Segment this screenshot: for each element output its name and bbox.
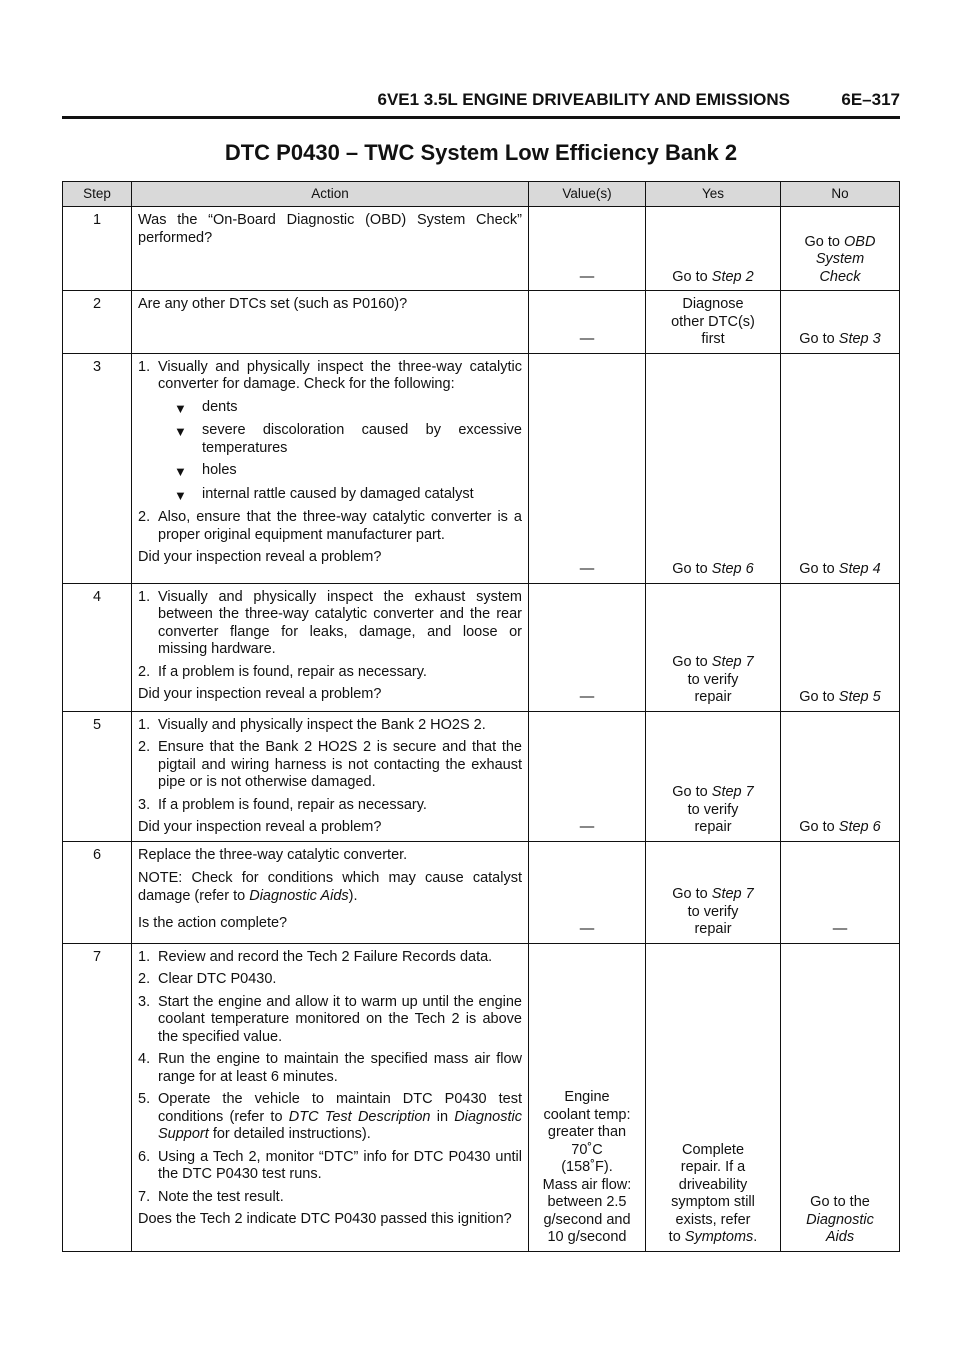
action-text [132, 841, 529, 943]
action-text [132, 207, 529, 291]
goto-label: Go to [804, 233, 840, 250]
yes-line: other DTC(s) [671, 313, 755, 330]
value-line: g/second and [543, 1211, 631, 1228]
obd-link[interactable]: OBD [844, 233, 876, 250]
yes-cell [646, 207, 781, 291]
bullet-item [174, 486, 522, 505]
yes-cell [646, 291, 781, 354]
numbered-item [138, 589, 522, 659]
table-row-step-6 [63, 841, 900, 943]
yes-line: repair. If a [680, 1159, 746, 1175]
goto-label: Go to [672, 654, 708, 670]
item-text: Note the test result. [158, 1188, 284, 1205]
yes-cell [646, 943, 781, 1251]
bullet-icon: ▼ [174, 464, 187, 479]
numbered-item [138, 739, 522, 792]
yes-line: driveability [678, 1176, 748, 1193]
yes-line: first [701, 331, 725, 347]
goto-label: Go to [799, 561, 835, 577]
numbered-item [138, 994, 522, 1047]
table-row-step-5 [63, 711, 900, 841]
yes-cell [646, 711, 781, 841]
goto-label: Go to [672, 561, 708, 577]
yes-line: to verify [687, 671, 739, 688]
item-text: Start the engine and allow it to warm up until the engine coolant temperature monitored on the Tech 2 is above the specified value. [158, 993, 522, 1045]
step-link[interactable]: Step 7 [711, 654, 754, 670]
item-text: Visually and physically inspect the exhaust system between the three-way catalytic converter and the rear converter flange for leaks, damage, and loose or missing hardware. [158, 588, 522, 657]
yes-cell [646, 841, 781, 943]
item-text [158, 1091, 522, 1144]
numbered-item [138, 971, 522, 989]
page-title: DTC P0430 – TWC System Low Efficiency Bank 2 [224, 140, 738, 165]
step-number: 5 [63, 711, 132, 841]
page-number: 6E–317 [841, 90, 900, 109]
value-line: Mass air flow: [542, 1176, 632, 1193]
item-number: 1. [138, 716, 151, 733]
dtc-test-description-link[interactable]: DTC Test Description [288, 1108, 431, 1125]
item-text: Run the engine to maintain the specified mass air flow range for at least 6 minutes. [158, 1051, 522, 1085]
yes-line: Diagnose [682, 296, 744, 312]
value-cell: — [529, 583, 646, 711]
step-link[interactable]: Step 6 [711, 561, 754, 577]
no-cell: — [781, 841, 900, 943]
step-number: 7 [63, 943, 132, 1251]
column-values: Value(s) [529, 182, 646, 207]
table-header-row [63, 182, 900, 207]
diagnostic-support-link[interactable]: Diagnostic Support [158, 1108, 522, 1142]
yes-line: repair [694, 921, 732, 937]
step-number: 2 [63, 291, 132, 354]
table-row-step-4 [63, 583, 900, 711]
item-number: 7. [138, 1188, 151, 1205]
action-question: Did your inspection reveal a problem? [138, 549, 382, 565]
action-question: Are any other DTCs set (such as P0160)? [138, 296, 408, 312]
column-action: Action [132, 182, 529, 207]
goto-label: Go to [672, 886, 708, 902]
no-cell [781, 207, 900, 291]
column-step: Step [63, 182, 132, 207]
note-text: NOTE: Check for conditions which may cause catalyst damage (refer to [138, 870, 522, 904]
bullet-text: internal rattle caused by damaged catalyst [202, 485, 474, 502]
item-text: Visually and physically inspect the three-way catalytic converter for damage. Check for the following: [158, 358, 522, 392]
value-line: greater than [547, 1124, 627, 1140]
no-cell [781, 583, 900, 711]
table-row-step-7 [63, 943, 900, 1251]
item-number: 2. [138, 971, 151, 987]
item-text: If a problem is found, repair as necessary. [158, 663, 427, 680]
note-end: ). [348, 887, 358, 904]
item-number: 4. [138, 1051, 151, 1067]
numbered-item [138, 664, 522, 682]
value-line: (158˚F). [561, 1159, 613, 1175]
bullet-item [174, 462, 522, 481]
bullet-item [174, 422, 522, 457]
step-number: 4 [63, 583, 132, 711]
diagnostic-aids-link[interactable]: Diagnostic [806, 1211, 874, 1228]
step-number: 3 [63, 353, 132, 583]
item-text-part: Operate the vehicle to maintain DTC P0430 test conditions (refer to [158, 1091, 522, 1125]
action-question: Did your inspection reveal a problem? [138, 819, 382, 835]
action-text [132, 353, 529, 583]
action-question: Does the Tech 2 indicate DTC P0430 passed this ignition? [138, 1211, 512, 1227]
numbered-item [138, 1149, 522, 1184]
step-link[interactable]: Step 4 [838, 561, 881, 577]
table-row-step-2 [63, 291, 900, 354]
action-note [138, 870, 522, 905]
item-text: Review and record the Tech 2 Failure Records data. [158, 948, 493, 965]
numbered-item [138, 949, 522, 967]
item-number: 1. [138, 588, 151, 605]
yes-line: to verify [687, 801, 739, 818]
yes-cell [646, 353, 781, 583]
item-number: 2. [138, 739, 151, 755]
obd-link-line3[interactable]: Check [819, 268, 861, 285]
diagnostic-table [62, 181, 900, 1252]
bullet-text: severe discoloration caused by excessive temperatures [202, 422, 522, 456]
value-line: 10 g/second [547, 1229, 627, 1245]
numbered-item [138, 1051, 522, 1086]
numbered-item [138, 1091, 522, 1144]
column-yes: Yes [646, 182, 781, 207]
item-text-part: for detailed instructions). [212, 1126, 371, 1142]
yes-line: exists, refer [675, 1211, 751, 1228]
item-text: Ensure that the Bank 2 HO2S 2 is secure and that the pigtail and wiring harness is not contacting the exhaust pipe or is not otherwise damaged. [158, 739, 522, 790]
yes-line: repair [694, 689, 732, 705]
no-line: Go to the [810, 1194, 870, 1210]
bullet-icon: ▼ [174, 487, 187, 503]
diagnostic-aids-link[interactable]: Diagnostic Aids [249, 887, 349, 904]
value-cell: — [529, 291, 646, 354]
value-cell: — [529, 353, 646, 583]
step-link[interactable]: Step 7 [711, 784, 754, 800]
value-cell: — [529, 841, 646, 943]
goto-label: Go to [799, 819, 835, 835]
value-line: Engine [564, 1089, 610, 1105]
item-text: Using a Tech 2, monitor “DTC” info for DTC P0430 until the DTC P0430 test runs. [158, 1148, 522, 1182]
bullet-text: holes [202, 462, 237, 478]
item-text: If a problem is found, repair as necessary. [158, 796, 427, 813]
action-instruction: Replace the three-way catalytic converter. [138, 846, 408, 863]
bullet-text: dents [202, 398, 238, 415]
value-cell: — [529, 711, 646, 841]
item-text-part: in [436, 1108, 449, 1125]
no-cell [781, 711, 900, 841]
yes-cell [646, 583, 781, 711]
column-no: No [781, 182, 900, 207]
step-number: 1 [63, 207, 132, 291]
item-number: 5. [138, 1091, 151, 1107]
action-text [132, 711, 529, 841]
action-question: Was the “On-Board Diagnostic (OBD) System Check” performed? [138, 212, 522, 246]
yes-line: repair [694, 819, 732, 835]
action-question: Did your inspection reveal a problem? [138, 686, 382, 702]
yes-line-end: . [753, 1229, 758, 1245]
item-number: 3. [138, 796, 151, 813]
item-number: 1. [138, 948, 151, 965]
numbered-item [138, 509, 522, 544]
goto-label: Go to [799, 689, 835, 705]
numbered-item [138, 1189, 522, 1207]
goto-label: Go to [672, 268, 708, 285]
value-line: coolant temp: [543, 1106, 631, 1123]
value-line: between 2.5 [547, 1194, 627, 1210]
symptoms-link[interactable]: Symptoms [684, 1229, 754, 1245]
yes-line: to [668, 1229, 681, 1245]
value-cell [529, 943, 646, 1251]
action-text [132, 583, 529, 711]
step-link[interactable]: Step 3 [838, 331, 881, 347]
action-text [132, 291, 529, 354]
manual-title: 6VE1 3.5L ENGINE DRIVEABILITY AND EMISSIONS [377, 90, 790, 109]
numbered-item [138, 717, 522, 735]
step-link[interactable]: Step 7 [711, 886, 754, 902]
yes-line: symptom still [671, 1194, 755, 1210]
item-text: Visually and physically inspect the Bank 2 HO2S 2. [158, 716, 486, 733]
no-cell [781, 353, 900, 583]
value-line: 70˚C [571, 1141, 603, 1158]
value-cell: — [529, 207, 646, 291]
page-header [62, 86, 900, 119]
action-text [132, 943, 529, 1251]
diagnostic-aids-link-line2[interactable]: Aids [825, 1229, 855, 1245]
yes-line: Complete [681, 1141, 745, 1158]
bullet-icon: ▼ [174, 400, 187, 416]
numbered-item [138, 359, 522, 394]
numbered-item [138, 797, 522, 815]
bullet-icon: ▼ [174, 424, 187, 439]
no-cell [781, 291, 900, 354]
no-cell [781, 943, 900, 1251]
step-link[interactable]: Step 6 [838, 819, 881, 835]
table-row-step-1 [63, 207, 900, 291]
obd-link-line2[interactable]: System [815, 251, 865, 267]
goto-label: Go to [672, 784, 708, 800]
yes-line: to verify [687, 903, 739, 920]
table-row-step-3 [63, 353, 900, 583]
item-number: 2. [138, 663, 151, 680]
item-number: 3. [138, 993, 151, 1010]
step-number: 6 [63, 841, 132, 943]
action-question: Is the action complete? [138, 915, 288, 931]
item-text: Also, ensure that the three-way catalytic converter is a proper original equipment manufacturer part. [158, 509, 522, 543]
item-text: Clear DTC P0430. [158, 971, 277, 987]
item-number: 2. [138, 509, 151, 525]
step-link[interactable]: Step 2 [711, 268, 754, 285]
item-number: 1. [138, 358, 151, 375]
goto-label: Go to [799, 331, 835, 347]
step-link[interactable]: Step 5 [838, 689, 881, 705]
bullet-item [174, 399, 522, 418]
item-number: 6. [138, 1148, 151, 1165]
